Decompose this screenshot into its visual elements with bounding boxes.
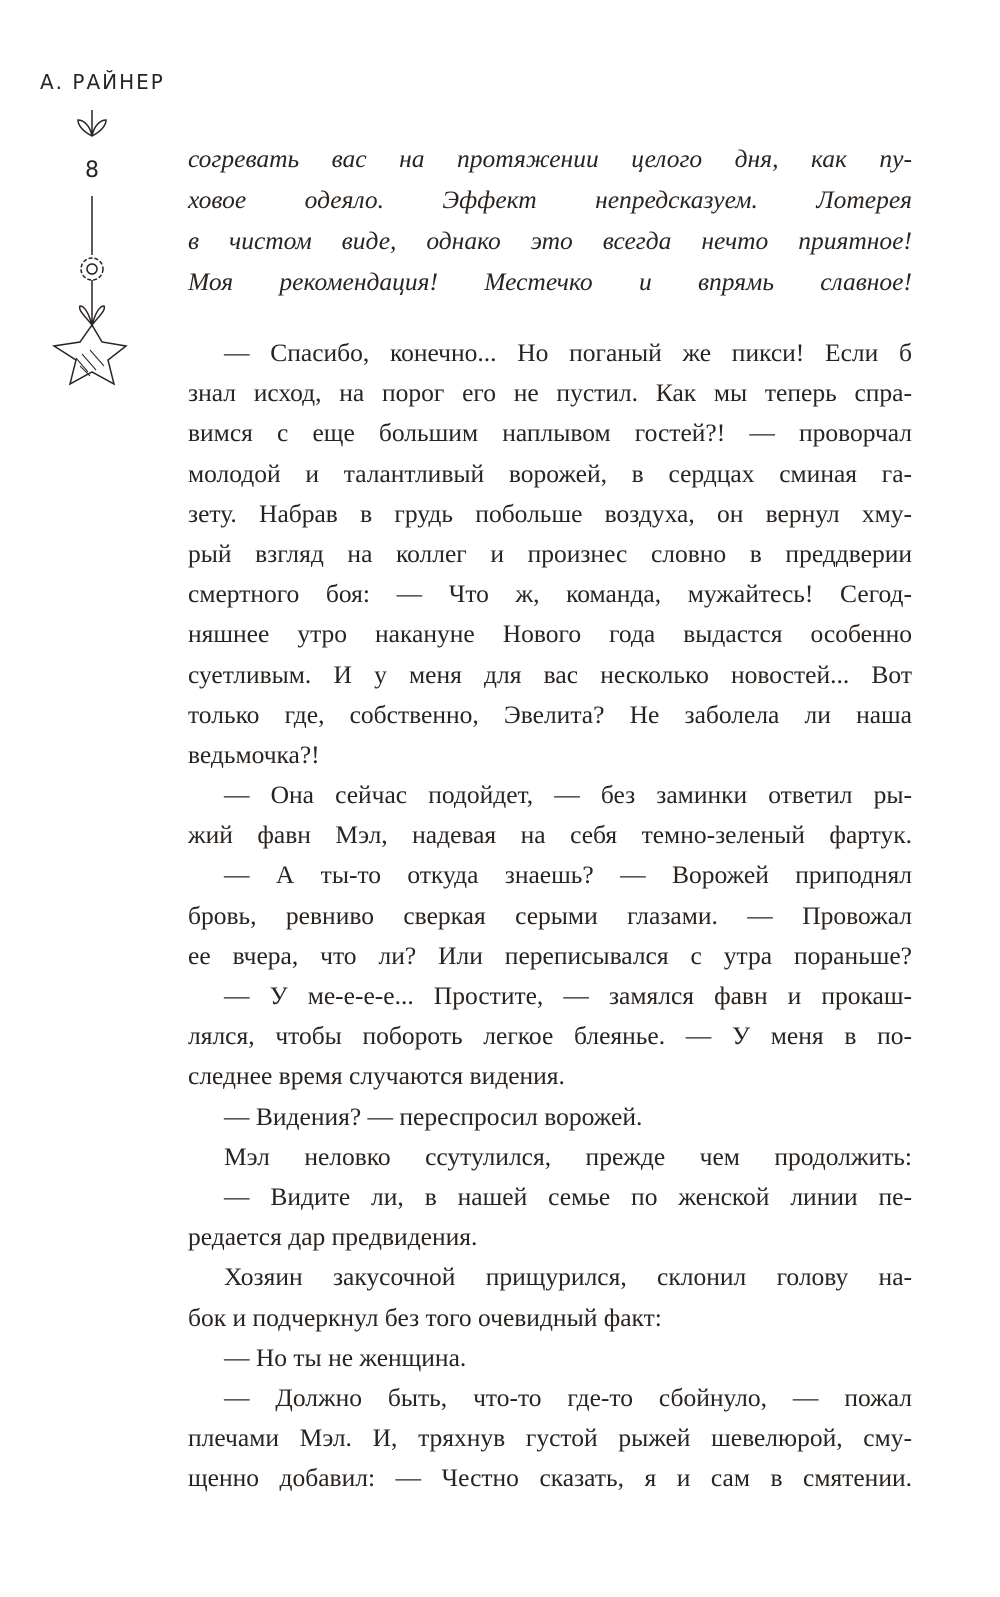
text-line: только где, собственно, Эвелита? Не заболела ли наша bbox=[188, 699, 912, 729]
hanging-star-ornament-icon bbox=[40, 110, 150, 410]
running-header-author: А. РАЙНЕР bbox=[40, 70, 165, 94]
text-line: Хозяин закусочной прищурился, склонил голову на- bbox=[224, 1262, 912, 1292]
text-line: зету. Набрав в грудь побольше воздуха, он вернул хму- bbox=[188, 498, 912, 528]
text-line: смертного боя: — Что ж, команда, мужайтесь! Сегод- bbox=[188, 579, 912, 609]
text-line: ховое одеяло. Эффект непредсказуем. Лотерея bbox=[188, 185, 912, 214]
text-line: — Но ты не женщина. bbox=[224, 1342, 467, 1372]
text-line: Мэл неловко ссутулился, прежде чем продолжить: bbox=[224, 1141, 912, 1171]
text-line: вимся с еще большим наплывом гостей?! — проворчал bbox=[188, 418, 912, 448]
body-text bbox=[188, 333, 912, 1498]
text-line: — У ме-е-е-е... Простите, — замялся фавн и прокаш- bbox=[224, 981, 912, 1010]
text-line: суетливым. И у меня для вас несколько новостей... Вот bbox=[188, 659, 912, 689]
text-line: рый взгляд на коллег и произнес словно в преддверии bbox=[188, 538, 912, 568]
text-line: — Спасибо, конечно... Но поганый же пикси! Если б bbox=[224, 338, 912, 367]
text-line: щенно добавил: — Честно сказать, я и сам в смятении. bbox=[188, 1463, 912, 1493]
text-line: — Видите ли, в нашей семье по женской линии пе- bbox=[224, 1181, 912, 1211]
text-line: молодой и талантливый ворожей, в сердцах сминая га- bbox=[188, 458, 912, 488]
text-line: согревать вас на протяжении целого дня, как пу- bbox=[188, 144, 912, 173]
italic-excerpt bbox=[188, 138, 912, 302]
page-text bbox=[188, 138, 912, 1498]
text-line: — Должно быть, что-то где-то сбойнуло, — пожал bbox=[224, 1382, 912, 1412]
text-line: бок и подчеркнул без того очевидный факт: bbox=[188, 1302, 662, 1332]
text-line: жий фавн Мэл, надевая на себя темно-зеленый фартук. bbox=[188, 820, 912, 850]
text-line: лялся, чтобы побороть легкое блеянье. — У меня в по- bbox=[188, 1021, 912, 1051]
text-line: Моя рекомендация! Местечко и впрямь славное! bbox=[188, 267, 912, 296]
text-line: няшнее утро накануне Нового года выдастся особенно bbox=[188, 619, 912, 649]
text-line: плечами Мэл. И, тряхнув густой рыжей шевелюрой, сму- bbox=[188, 1423, 912, 1453]
text-line: ее вчера, что ли? Или переписывался с утра пораньше? bbox=[188, 940, 912, 970]
text-line: знал исход, на порог его не пустил. Как мы теперь спра- bbox=[188, 378, 912, 408]
text-line: следнее время случаются видения. bbox=[188, 1061, 565, 1091]
text-line: в чистом виде, однако это всегда нечто приятное! bbox=[188, 226, 912, 255]
text-line: бровь, ревниво сверкая серыми глазами. — Провожал bbox=[188, 900, 912, 930]
text-line: ведьмочка?! bbox=[188, 739, 320, 769]
text-line: — А ты-то откуда знаешь? — Ворожей приподнял bbox=[224, 860, 912, 890]
page-number: 8 bbox=[85, 158, 99, 183]
text-line: — Видения? — переспросил ворожей. bbox=[224, 1101, 643, 1131]
text-line: редается дар предвидения. bbox=[188, 1222, 478, 1252]
text-line: — Она сейчас подойдет, — без заминки ответил ры- bbox=[224, 780, 912, 810]
